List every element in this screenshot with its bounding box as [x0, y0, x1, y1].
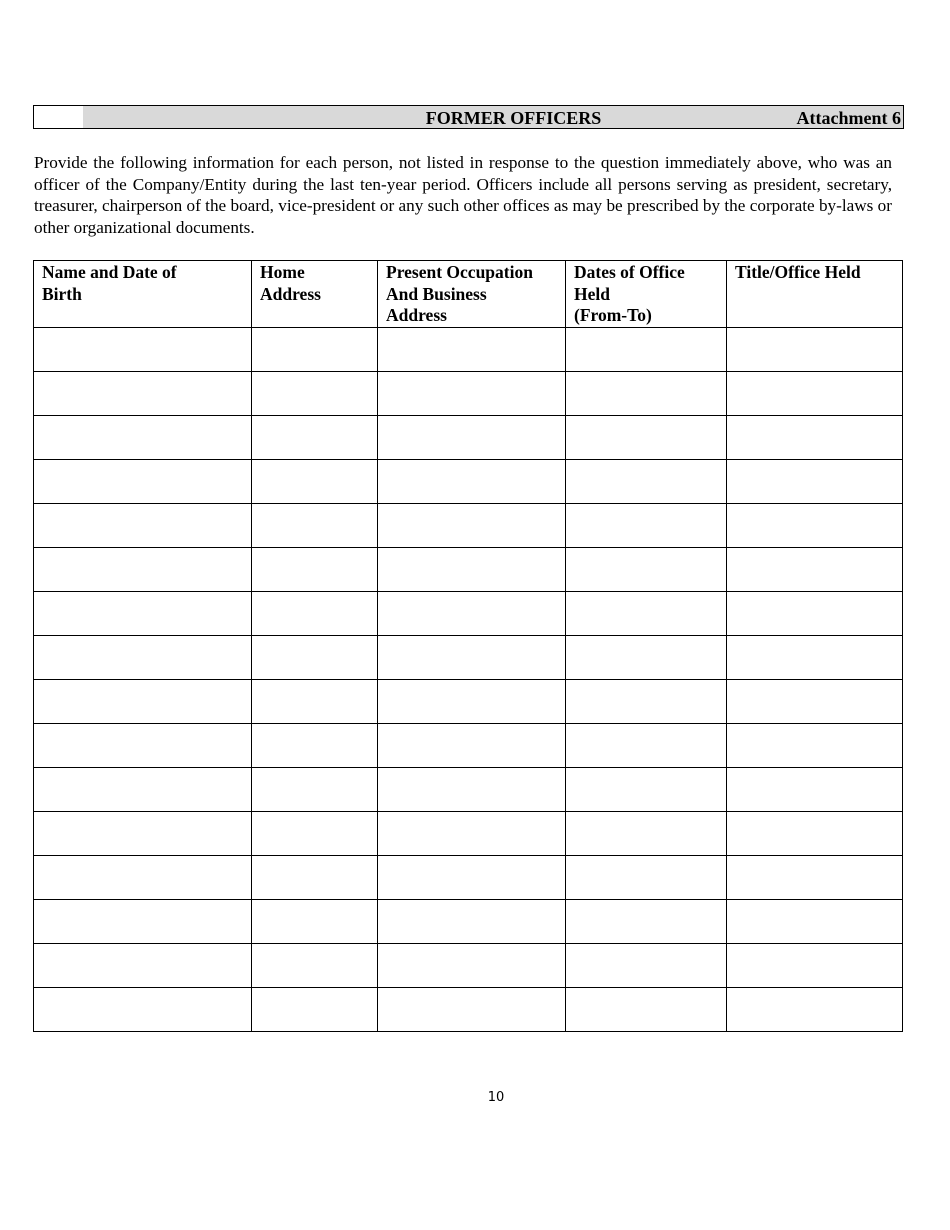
- dates-cell[interactable]: [566, 371, 727, 415]
- title-cell[interactable]: [727, 723, 903, 767]
- home-address-cell[interactable]: [252, 679, 378, 723]
- table-row: [34, 679, 903, 723]
- name-dob-cell[interactable]: [34, 987, 252, 1031]
- home-address-cell[interactable]: [252, 987, 378, 1031]
- title-cell[interactable]: [727, 811, 903, 855]
- table-row: [34, 503, 903, 547]
- title-cell[interactable]: [727, 635, 903, 679]
- home-address-cell[interactable]: [252, 723, 378, 767]
- name-dob-cell[interactable]: [34, 415, 252, 459]
- table-row: [34, 459, 903, 503]
- name-dob-cell[interactable]: [34, 503, 252, 547]
- name-dob-cell[interactable]: [34, 899, 252, 943]
- home-address-cell[interactable]: [252, 943, 378, 987]
- column-header-name-dob: [34, 261, 252, 328]
- table-row: [34, 855, 903, 899]
- dates-cell[interactable]: [566, 547, 727, 591]
- name-dob-cell[interactable]: [34, 679, 252, 723]
- dates-cell[interactable]: [566, 767, 727, 811]
- name-dob-cell[interactable]: [34, 591, 252, 635]
- dates-cell[interactable]: [566, 415, 727, 459]
- occupation-cell[interactable]: [378, 547, 566, 591]
- header-line: Name and Date of: [42, 262, 177, 282]
- occupation-cell[interactable]: [378, 327, 566, 371]
- name-dob-cell[interactable]: [34, 723, 252, 767]
- title-cell[interactable]: [727, 459, 903, 503]
- occupation-cell[interactable]: [378, 371, 566, 415]
- header-line: Present Occupation: [386, 262, 533, 282]
- dates-cell[interactable]: [566, 811, 727, 855]
- table-header-row: [34, 261, 903, 328]
- table-row: [34, 635, 903, 679]
- dates-cell[interactable]: [566, 503, 727, 547]
- section-title: FORMER OFFICERS: [425, 108, 602, 128]
- dates-cell[interactable]: [566, 855, 727, 899]
- page-number: 10: [487, 1090, 505, 1105]
- title-cell[interactable]: [727, 679, 903, 723]
- column-header-title: [727, 261, 903, 328]
- occupation-cell[interactable]: [378, 723, 566, 767]
- table-row: [34, 987, 903, 1031]
- column-header-dates: [566, 261, 727, 328]
- table-row: [34, 371, 903, 415]
- header-line: Home: [260, 262, 305, 282]
- title-cell[interactable]: [727, 943, 903, 987]
- former-officers-table: [33, 260, 903, 1032]
- section-header-bar: [33, 105, 904, 129]
- title-cell[interactable]: [727, 415, 903, 459]
- table-row: [34, 943, 903, 987]
- home-address-cell[interactable]: [252, 415, 378, 459]
- title-cell[interactable]: [727, 899, 903, 943]
- dates-cell[interactable]: [566, 899, 727, 943]
- table-row: [34, 415, 903, 459]
- occupation-cell[interactable]: [378, 459, 566, 503]
- title-cell[interactable]: [727, 767, 903, 811]
- occupation-cell[interactable]: [378, 811, 566, 855]
- table-row: [34, 899, 903, 943]
- header-line: Birth: [42, 283, 82, 304]
- occupation-cell[interactable]: [378, 591, 566, 635]
- occupation-cell[interactable]: [378, 899, 566, 943]
- home-address-cell[interactable]: [252, 503, 378, 547]
- home-address-cell[interactable]: [252, 459, 378, 503]
- column-header-home-address: [252, 261, 378, 328]
- header-line: Address: [260, 283, 321, 304]
- header-line: Address: [386, 305, 447, 325]
- header-line: And Business: [386, 283, 487, 304]
- name-dob-cell[interactable]: [34, 635, 252, 679]
- column-header-occupation: [378, 261, 566, 328]
- name-dob-cell[interactable]: [34, 811, 252, 855]
- table-row: [34, 723, 903, 767]
- home-address-cell[interactable]: [252, 635, 378, 679]
- home-address-cell[interactable]: [252, 767, 378, 811]
- name-dob-cell[interactable]: [34, 459, 252, 503]
- name-dob-cell[interactable]: [34, 943, 252, 987]
- name-dob-cell[interactable]: [34, 327, 252, 371]
- title-cell[interactable]: [727, 855, 903, 899]
- dates-cell[interactable]: [566, 591, 727, 635]
- attachment-label: Attachment 6: [796, 108, 901, 128]
- home-address-cell[interactable]: [252, 327, 378, 371]
- dates-cell[interactable]: [566, 987, 727, 1031]
- occupation-cell[interactable]: [378, 987, 566, 1031]
- occupation-cell[interactable]: [378, 943, 566, 987]
- title-cell[interactable]: [727, 371, 903, 415]
- header-line: Title/Office Held: [735, 262, 861, 282]
- name-dob-cell[interactable]: [34, 855, 252, 899]
- title-cell[interactable]: [727, 987, 903, 1031]
- dates-cell[interactable]: [566, 635, 727, 679]
- title-cell[interactable]: [727, 327, 903, 371]
- header-line: Held: [574, 283, 610, 304]
- dates-cell[interactable]: [566, 327, 727, 371]
- instructions-paragraph: Provide the following information for each person, not listed in response to the question immediately above, who was an officer of the Company/Entity during the last ten-year period. Officers include all persons serving as president, secretary, treasurer, chairperson of the board, vice-president or any such other offices as may be prescribed by the corporate by-laws or other organizational documents.: [34, 153, 892, 238]
- occupation-cell[interactable]: [378, 635, 566, 679]
- name-dob-cell[interactable]: [34, 547, 252, 591]
- dates-cell[interactable]: [566, 723, 727, 767]
- table-row: [34, 327, 903, 371]
- home-address-cell[interactable]: [252, 811, 378, 855]
- occupation-cell[interactable]: [378, 767, 566, 811]
- dates-cell[interactable]: [566, 679, 727, 723]
- home-address-cell[interactable]: [252, 547, 378, 591]
- home-address-cell[interactable]: [252, 899, 378, 943]
- header-line: Dates of Office: [574, 262, 685, 282]
- name-dob-cell[interactable]: [34, 767, 252, 811]
- header-line: (From-To): [574, 305, 652, 325]
- home-address-cell[interactable]: [252, 855, 378, 899]
- home-address-cell[interactable]: [252, 591, 378, 635]
- title-cell[interactable]: [727, 547, 903, 591]
- occupation-cell[interactable]: [378, 679, 566, 723]
- occupation-cell[interactable]: [378, 855, 566, 899]
- occupation-cell[interactable]: [378, 503, 566, 547]
- table-row: [34, 591, 903, 635]
- name-dob-cell[interactable]: [34, 371, 252, 415]
- table-row: [34, 547, 903, 591]
- table-row: [34, 767, 903, 811]
- title-cell[interactable]: [727, 591, 903, 635]
- home-address-cell[interactable]: [252, 371, 378, 415]
- title-cell[interactable]: [727, 503, 903, 547]
- occupation-cell[interactable]: [378, 415, 566, 459]
- table-body: [34, 327, 903, 1031]
- table-row: [34, 811, 903, 855]
- dates-cell[interactable]: [566, 943, 727, 987]
- dates-cell[interactable]: [566, 459, 727, 503]
